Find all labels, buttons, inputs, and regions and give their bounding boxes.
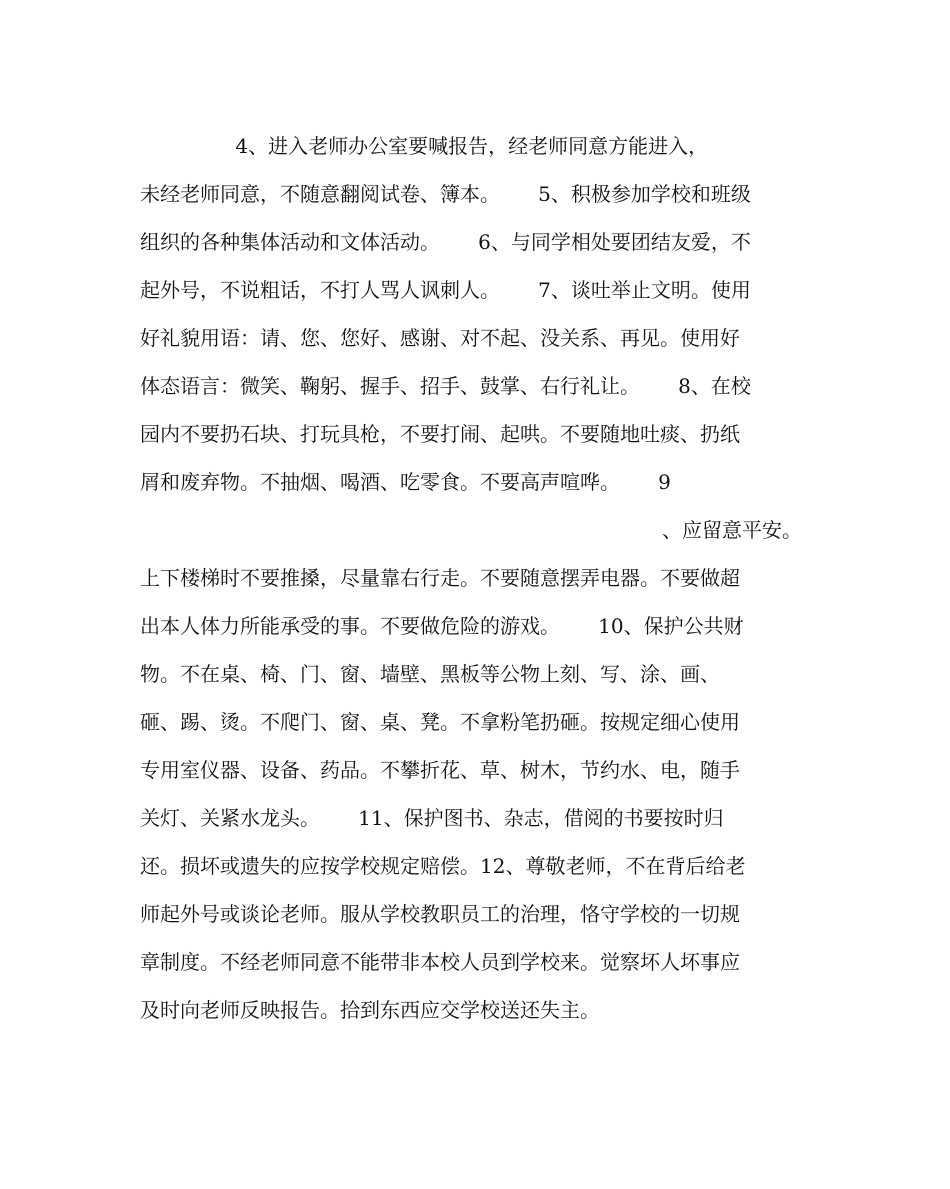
text-line-14: 专用室仪器、设备、药品。不攀折花、草、树木，节约水、电，随手 bbox=[140, 758, 740, 782]
text-line-1: 4、进入老师办公室要喊报告，经老师同意方能进入， bbox=[140, 134, 709, 158]
text-line-18: 章制度。不经老师同意不能带非本校人员到学校来。觉察坏人坏事应 bbox=[140, 950, 740, 974]
text-line-4: 起外号，不说粗话，不打人骂人讽刺人。 7、谈吐举止文明。使用 bbox=[140, 278, 751, 302]
text-line-5: 好礼貌用语：请、您、您好、感谢、对不起、没关系、再见。使用好 bbox=[140, 326, 740, 350]
text-line-11: 出本人体力所能承受的事。不要做危险的游戏。 10、保护公共财 bbox=[140, 614, 744, 638]
text-line-8: 屑和废弃物。不抽烟、喝酒、吃零食。不要高声喧哗。 9 bbox=[140, 470, 671, 494]
text-line-17: 师起外号或谈论老师。服从学校教职员工的治理，恪守学校的一切规 bbox=[140, 902, 740, 926]
text-line-12: 物。不在桌、椅、门、窗、墙壁、黑板等公物上刻、写、涂、画、 bbox=[140, 662, 720, 686]
text-line-19: 及时向老师反映报告。拾到东西应交学校送还失主。 bbox=[140, 998, 600, 1022]
document-body bbox=[140, 122, 820, 1034]
text-line-6: 体态语言：微笑、鞠躬、握手、招手、鼓掌、右行礼让。 8、在校 bbox=[140, 374, 751, 398]
text-line-3: 组织的各种集体活动和文体活动。 6、与同学相处要团结友爱，不 bbox=[140, 230, 751, 254]
text-line-13: 砸、踢、烫。不爬门、窗、桌、凳。不拿粉笔扔砸。按规定细心使用 bbox=[140, 710, 740, 734]
text-line-7: 园内不要扔石块、打玩具枪，不要打闹、起哄。不要随地吐痰、扔纸 bbox=[140, 422, 740, 446]
text-line-16: 还。损坏或遗失的应按学校规定赔偿。12、尊敬老师，不在背后给老 bbox=[140, 854, 746, 878]
text-line-9: 、应留意平安。 bbox=[662, 518, 802, 542]
text-line-10: 上下楼梯时不要推搡，尽量靠右行走。不要随意摆弄电器。不要做超 bbox=[140, 566, 740, 590]
text-line-15: 关灯、关紧水龙头。 11、保护图书、杂志，借阅的书要按时归 bbox=[140, 806, 724, 830]
text-line-2: 未经老师同意，不随意翻阅试卷、簿本。 5、积极参加学校和班级 bbox=[140, 182, 751, 206]
